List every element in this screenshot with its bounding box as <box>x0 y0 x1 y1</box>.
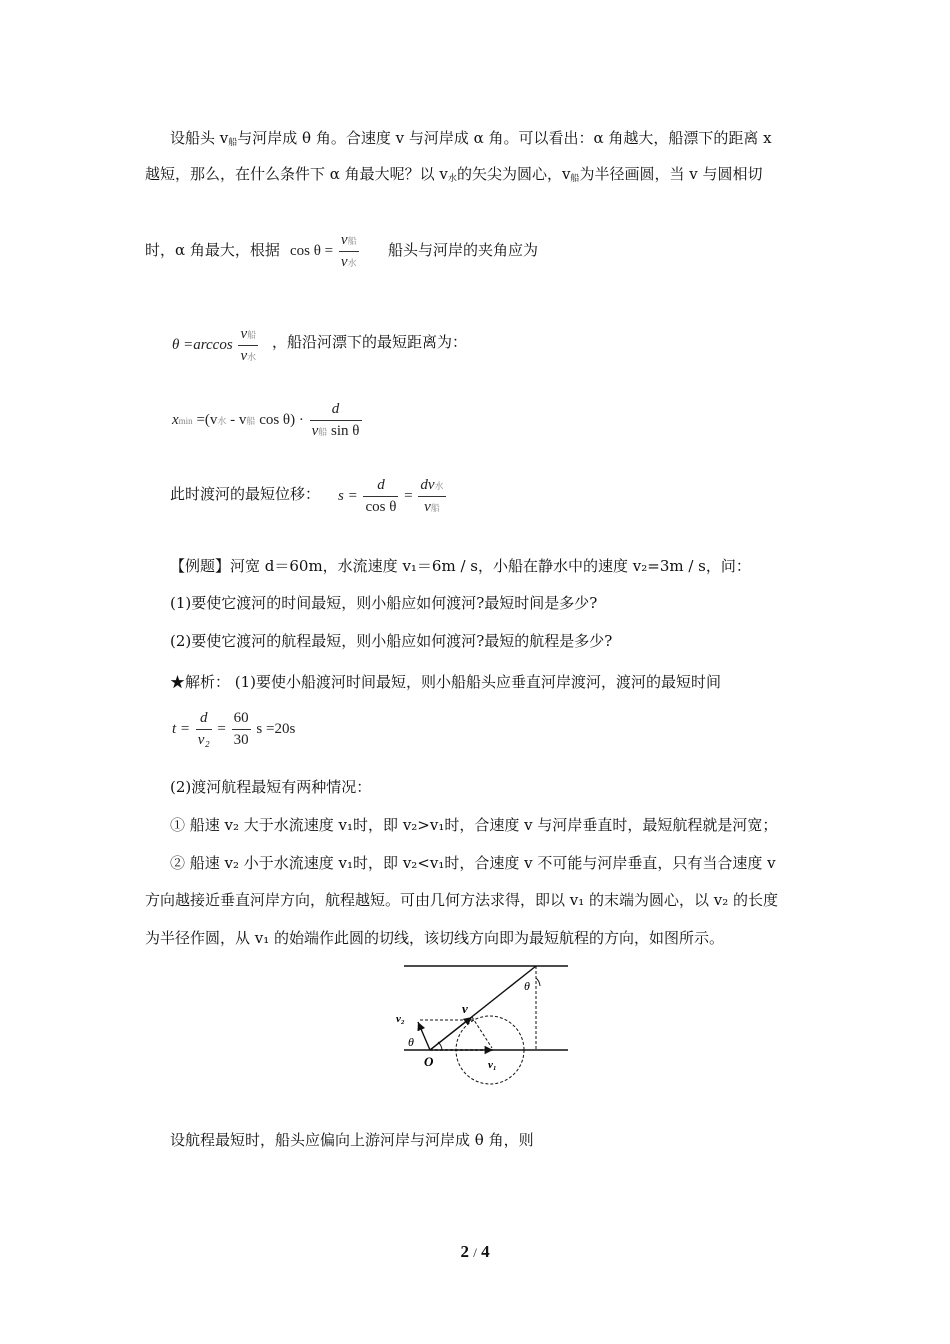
question-2: (2)要使它渡河的航程最短，则小船应如何渡河?最短的航程是多少? <box>170 632 613 650</box>
example-line: 【例题】河宽 d＝60m，水流速度 v₁＝6m / s，小船在静水中的速度 v₂=3m / s，问： <box>170 557 751 575</box>
para1-line3: 时，α 角最大，根据 <box>145 241 280 259</box>
theta-bottom-arc <box>438 1042 442 1050</box>
origin-label: O <box>424 1054 434 1069</box>
theta-bottom-label: θ <box>408 1035 414 1049</box>
formula-t: t = $\frac{d}{\text{v₂}}$ = $\frac{60}{30}$ s =20s <box>172 710 296 748</box>
case-1: ① 船速 v₂ 大于水流速度 v₁时，即 v₂>v₁时，合速度 v 与河岸垂直时，最短航程就是河宽； <box>170 816 778 834</box>
formula-theta: θ =arccos $\frac{\text{v船}}{\text{v水}}$ <box>172 326 257 364</box>
v2-arrow <box>418 1022 430 1050</box>
last-line: 设航程最短时，船头应偏向上游河岸与河岸成 θ 角，则 <box>170 1131 534 1149</box>
page-number: 2 / 4 <box>460 1242 490 1261</box>
case-2-line1: ② 船速 v₂ 小于水流速度 v₁时，即 v₂<v₁时，合速度 v 不可能与河岸垂直，只有当合速度 v <box>170 854 776 872</box>
formula-cos-theta: cos θ = $\frac{\text{v船}}{\text{v水}}$ <box>290 232 357 270</box>
solution-line: ★解析： (1)要使小船渡河时间最短，则小船船头应垂直河岸渡河，渡河的最短时间 <box>170 673 722 691</box>
radius-dashed <box>472 1017 492 1048</box>
formula-s: s = $\frac{d}{\text{cos θ}}$ = $\frac{\text{dv水}}{\text{v船}}$ <box>338 477 444 515</box>
formula-xmin: xmin =(v水 - v船 cos θ) · $\frac{d}{\text{v船 sin θ}}$ <box>172 401 360 439</box>
v2-label: v₂ <box>396 1013 405 1025</box>
v-arrow <box>430 1017 472 1050</box>
theta-top-arc <box>536 978 540 986</box>
question-1: (1)要使它渡河的时间最短，则小船应如何渡河?最短时间是多少? <box>170 594 598 612</box>
para1-line3-tail: 船头与河岸的夹角应为 <box>388 241 539 259</box>
para1-line1: 设船头 $v_船$与河岸成 θ 角。合速度 v 与河岸成 α 角。可以看出：α 角越大，船漂下的距离 x <box>170 129 772 148</box>
case-intro: (2)渡河航程最短有两种情况： <box>170 778 372 796</box>
para1-line2: 越短，那么，在什么条件下 α 角最大呢？以 $v_水$的矢尖为圆心，$v_船$为半径画圆，当 v 与圆相切 <box>145 165 763 184</box>
v1-label: v₁ <box>488 1059 497 1071</box>
min-displacement-label: 此时渡河的最短位移： <box>170 485 321 503</box>
case-2-line3: 为半径作圆，从 v₁ 的始端作此圆的切线，该切线方向即为最短航程的方向，如图所示。 <box>145 929 725 947</box>
theta-top-label: θ <box>524 979 530 993</box>
v-label: v <box>462 1001 468 1016</box>
case-2-line2: 方向越接近垂直河岸方向，航程越短。可由几何方法求得，即以 v₁ 的末端为圆心，以 v₂ 的长度 <box>145 891 779 909</box>
theta-tail-text: ，船沿河漂下的最短距离为： <box>272 333 468 351</box>
river-crossing-diagram <box>390 960 580 1090</box>
